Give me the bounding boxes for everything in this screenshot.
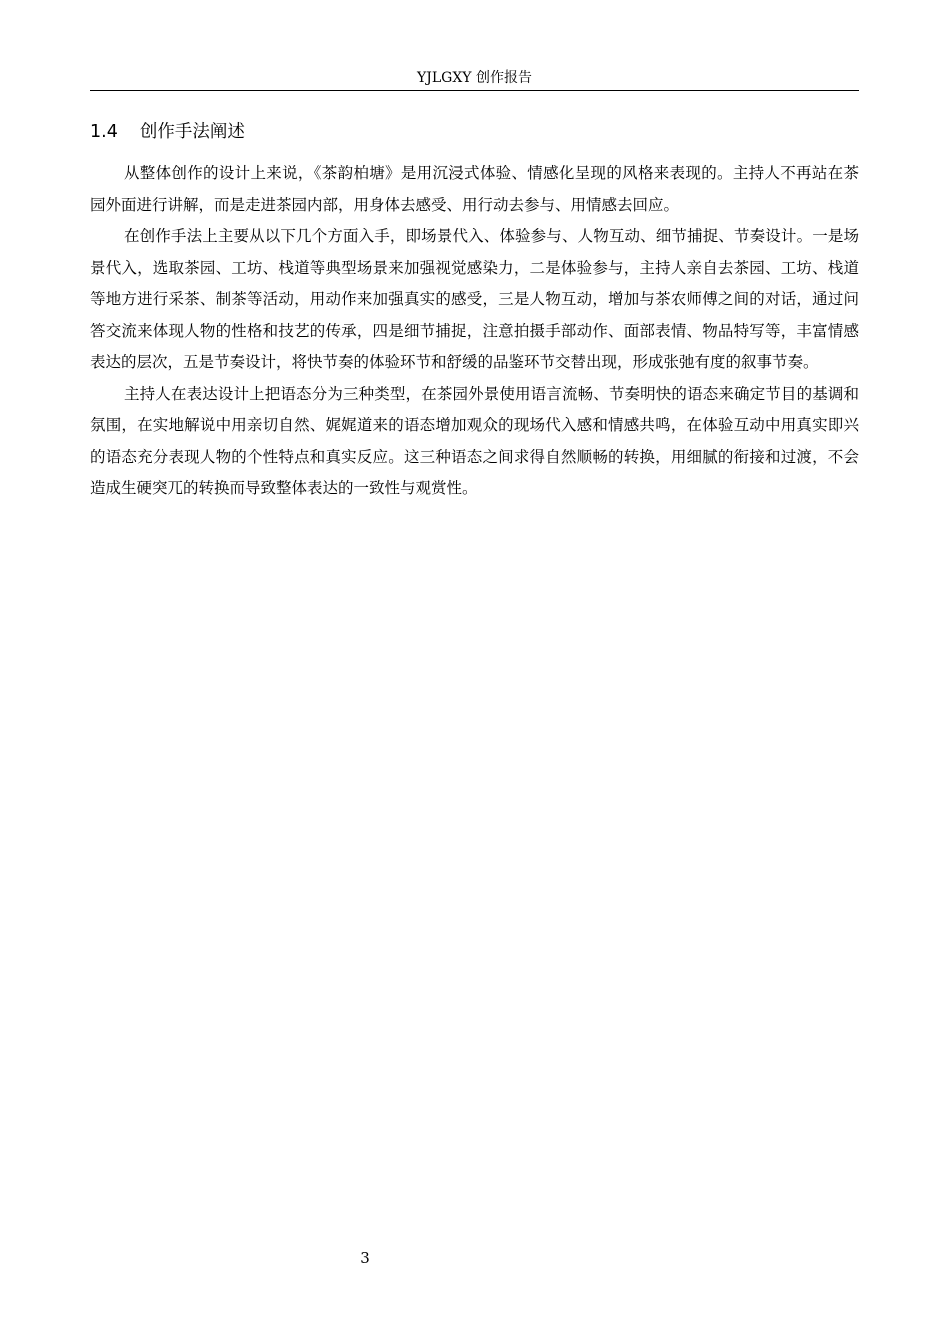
- body-text: [90, 158, 859, 505]
- page-header: YJLGXY 创作报告: [417, 70, 532, 86]
- paragraph-expression: 主持人在表达设计上把语态分为三种类型，在茶园外景使用语言流畅、节奏明快的语态来确定节目的基调和氛围，在实地解说中用亲切自然、娓娓道来的语态增加观众的现场代入感和情感共鸣，在体验互动中用真实即兴的语态充分表现人物的个性特点和真实反应。这三种语态之间求得自然顺畅的转换，用细腻的衔接和过渡，不会造成生硬突兀的转换而导致整体表达的一致性与观赏性。: [90, 384, 859, 497]
- section-heading: [90, 117, 245, 147]
- header-rule: [90, 90, 859, 91]
- section-number: 1.4: [90, 122, 118, 142]
- page-number: 3: [360, 1249, 370, 1267]
- paragraph-techniques: 在创作手法上主要从以下几个方面入手，即场景代入、体验参与、人物互动、细节捕捉、节奏设计。一是场景代入，选取茶园、工坊、栈道等典型场景来加强视觉感染力，二是体验参与，主持人亲自去茶园、工坊、栈道等地方进行采茶、制茶等活动，用动作来加强真实的感受，三是人物互动，增加与茶农师傅之间的对话，通过问答交流来体现人物的性格和技艺的传承，四是细节捕捉，注意拍摄手部动作、面部表情、物品特写等，丰富情感表达的层次，五是节奏设计，将快节奏的体验环节和舒缓的品鉴环节交替出现，形成张弛有度的叙事节奏。: [90, 227, 859, 371]
- paragraph-overview: 从整体创作的设计上来说，《茶韵柏塘》是用沉浸式体验、情感化呈现的风格来表现的。主持人不再站在茶园外面进行讲解，而是走进茶园内部，用身体去感受、用行动去参与、用情感去回应。: [90, 164, 859, 214]
- section-title: 创作手法阐述: [139, 122, 245, 142]
